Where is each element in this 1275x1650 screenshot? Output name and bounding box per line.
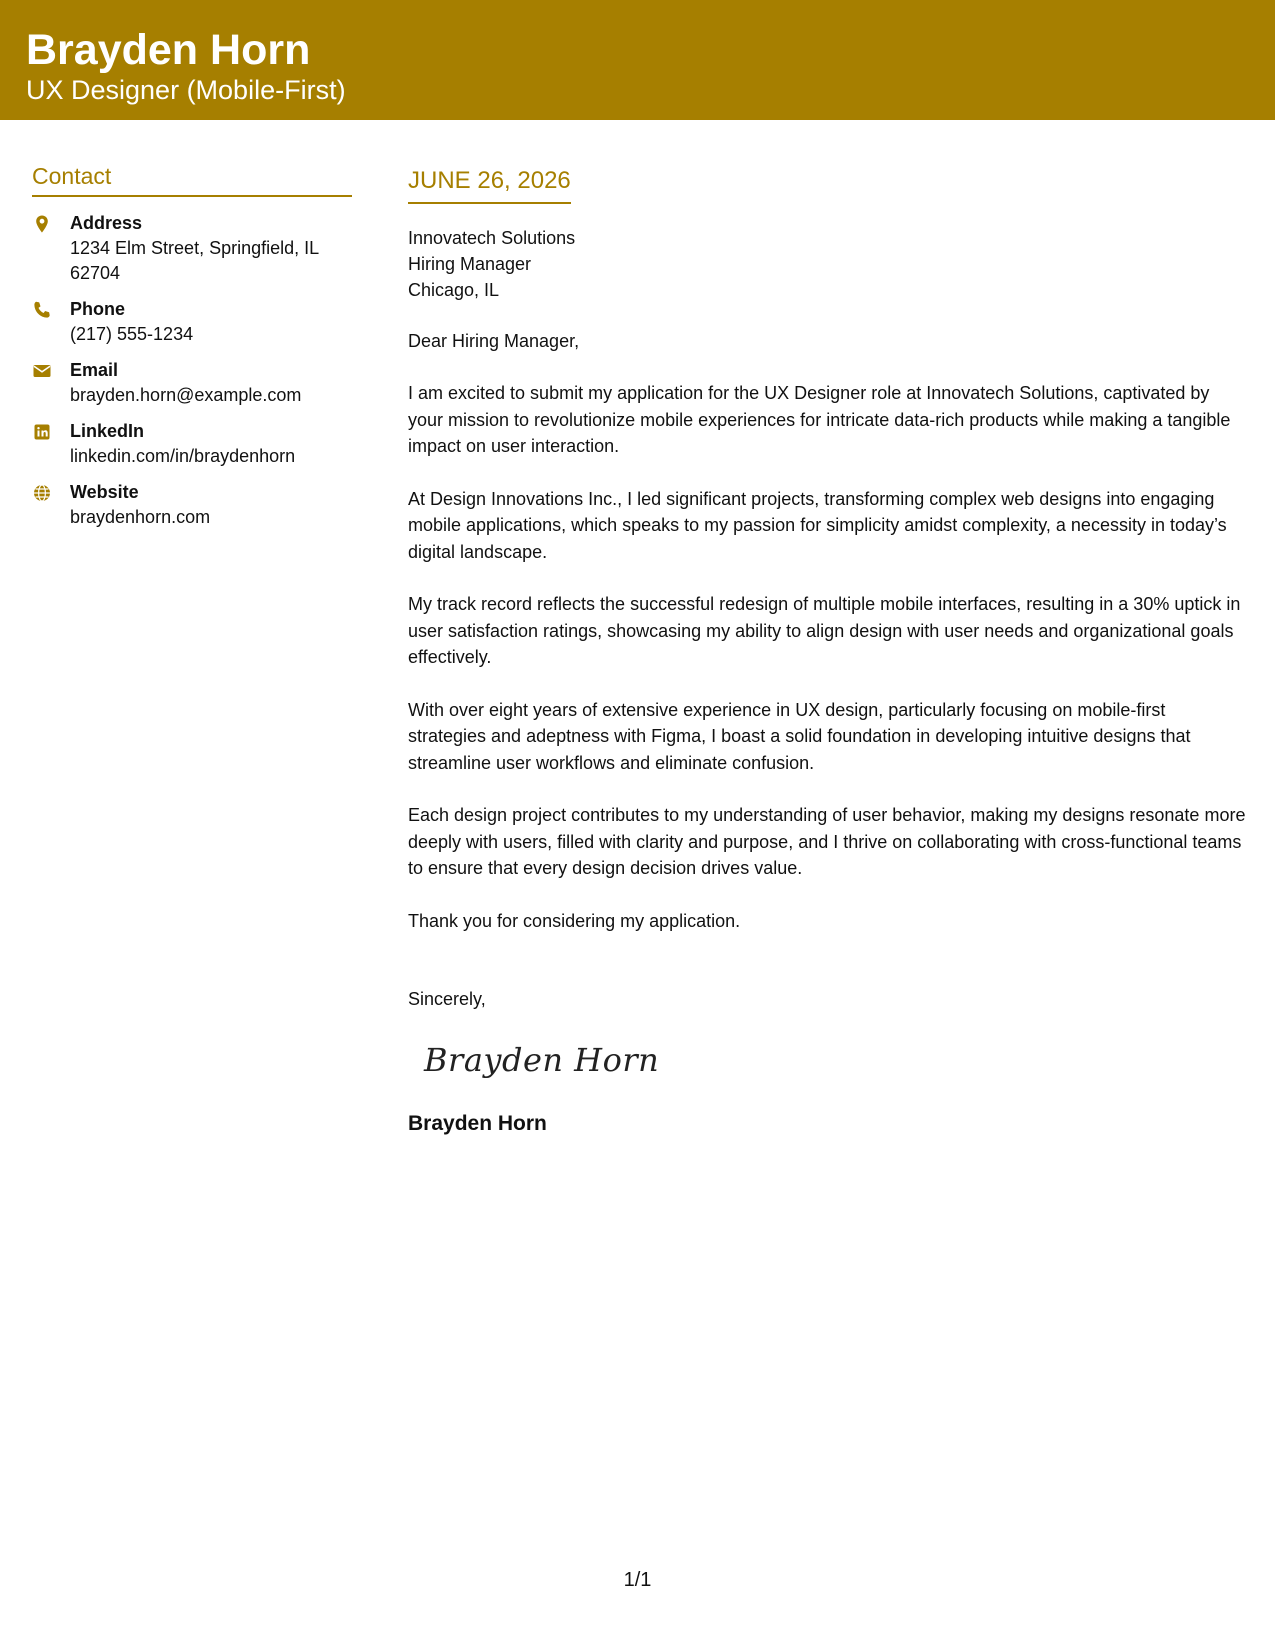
envelope-icon — [32, 358, 70, 381]
signed-name: Brayden Horn — [408, 1112, 547, 1135]
salutation: Dear Hiring Manager, — [408, 331, 580, 351]
paragraph: My track record reflects the successful redesign of multiple mobile interfaces, resulting in a 30% uptick in user satisfaction ratings, showcasing my ability to align design with user needs and organizational goals effectively. — [408, 594, 1241, 667]
contact-label: Phone — [70, 299, 126, 319]
paragraph: I am excited to submit my application for the UX Designer role at Innovatech Solutions, captivated by your mission to revolutionize mobile experiences for intricate data-rich products while making a tangible impact on user interaction. — [408, 383, 1231, 456]
candidate-role: UX Designer (Mobile-First) — [26, 75, 346, 105]
contact-label: LinkedIn — [70, 421, 145, 441]
handwritten-signature: Brayden Horn — [424, 1041, 660, 1079]
contact-item-email — [32, 358, 352, 408]
paragraph: With over eight years of extensive experience in UX design, particularly focusing on mobile-first strategies and adeptness with Figma, I boast a solid foundation in developing intuitive designs that streamline user workflows and eliminate confusion. — [408, 699, 1191, 773]
contact-heading: Contact — [32, 160, 352, 197]
letter-body — [408, 165, 1248, 1138]
address-value: 1234 Elm Street, Springfield, IL 62704 — [70, 238, 319, 283]
closing: Sincerely, — [408, 989, 486, 1009]
recipient-company: Innovatech Solutions — [408, 228, 576, 248]
map-pin-icon — [32, 211, 70, 234]
contact-label: Address — [70, 213, 143, 233]
email-value[interactable]: brayden.horn@example.com — [70, 385, 302, 405]
contact-item-website — [32, 480, 352, 530]
contact-item-phone — [32, 297, 352, 347]
contact-item-linkedin — [32, 419, 352, 469]
globe-icon — [32, 480, 70, 503]
header-banner — [0, 0, 1275, 120]
paragraph: At Design Innovations Inc., I led significant projects, transforming complex web designs into engaging mobile applications, which speaks to my passion for simplicity amidst complexity, a necessity in today’s digital landscape. — [408, 488, 1227, 562]
website-value[interactable]: braydenhorn.com — [70, 507, 211, 527]
paragraph: Thank you for considering my application. — [408, 910, 741, 931]
recipient-location: Chicago, IL — [408, 280, 500, 300]
paragraph: Each design project contributes to my understanding of user behavior, making my designs resonate more deeply with users, filled with clarity and purpose, and I thrive on collaborating with cross-functional teams to ensure that every design decision drives value. — [408, 805, 1246, 878]
contact-item-address — [32, 211, 352, 286]
recipient-block — [408, 225, 1248, 303]
phone-icon — [32, 297, 70, 320]
linkedin-icon — [32, 419, 70, 442]
contact-label: Website — [70, 482, 139, 502]
recipient-title: Hiring Manager — [408, 254, 532, 274]
contact-label: Email — [70, 360, 119, 380]
linkedin-value[interactable]: linkedin.com/in/braydenhorn — [70, 446, 296, 466]
page-number: 1/1 — [623, 1569, 652, 1591]
candidate-name: Brayden Horn — [26, 26, 311, 74]
phone-value: (217) 555-1234 — [70, 324, 194, 344]
letter-date: JUNE 26, 2026 — [408, 165, 571, 204]
contact-sidebar — [32, 160, 352, 541]
